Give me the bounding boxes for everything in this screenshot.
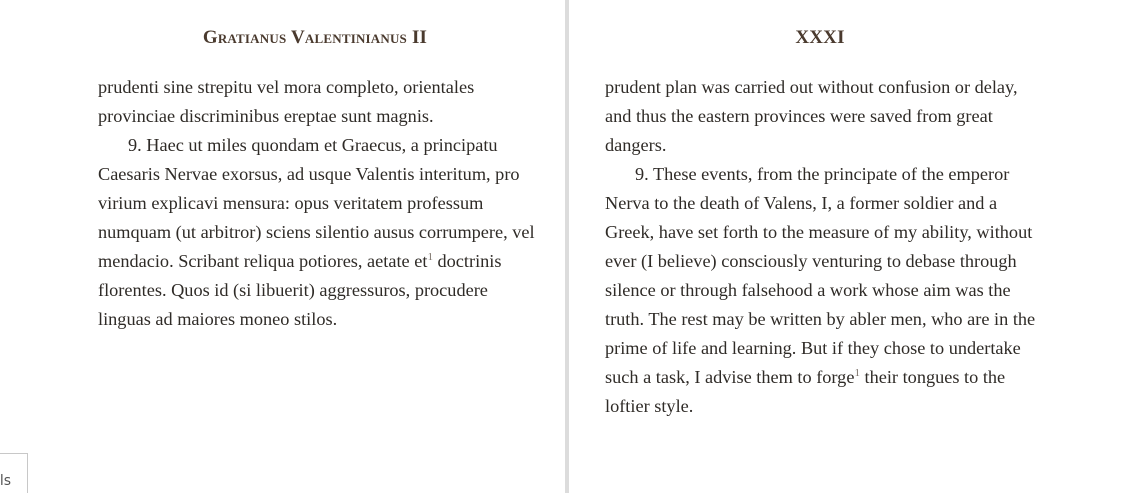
latin-paragraph-9-text: 9. Haec ut miles quondam et Graecus, a principatu Caesaris Nervae exorsus, ad usque Valentis interitum, pro virium explicavi mensura: opus veritatem professum numquam (ut arbitror) sciens silentio ausus corrumpere, vel mendacio. Scribant reliqua potiores, aetate et — [98, 135, 535, 271]
latin-paragraph-continued: prudenti sine strepitu vel mora completo, orientales provinciae discriminibus ereptae sunt magnis. — [98, 77, 475, 126]
english-paragraph-continued: prudent plan was carried out without confusion or delay, and thus the eastern provinces were saved from great dangers. — [605, 77, 1018, 155]
latin-paragraph-9 — [98, 131, 538, 334]
details-tab-label: ls — [0, 473, 11, 489]
latin-paragraph-9-text-end: doctrinis florentes. Quos id (si libuerit) aggressuros, procudere linguas ad maiores moneo stilos. — [98, 251, 502, 329]
english-text — [605, 73, 1041, 421]
left-page — [0, 0, 565, 493]
footnote-marker[interactable]: 1 — [427, 251, 433, 263]
details-tab[interactable] — [0, 453, 28, 493]
right-running-head: XXXI — [795, 27, 845, 48]
english-paragraph-9 — [605, 160, 1041, 421]
english-paragraph-9-text: 9. These events, from the principate of the emperor Nerva to the death of Valens, I, a former soldier and a Greek, have set forth to the measure of my ability, without ever (I believe) consciously venturing to debase through silence or through falsehood a work whose aim was the truth. The rest may be written by abler men, who are in the prime of life and learning. But if they chose to undertake such a task, I advise them to forge — [605, 164, 1036, 387]
right-page — [569, 0, 1148, 493]
latin-text — [98, 73, 538, 334]
footnote-marker[interactable]: 1 — [854, 367, 860, 379]
left-running-head: Gratianus Valentinianus II — [202, 27, 428, 48]
english-paragraph-9-text-end: their tongues to the loftier style. — [605, 367, 1006, 416]
